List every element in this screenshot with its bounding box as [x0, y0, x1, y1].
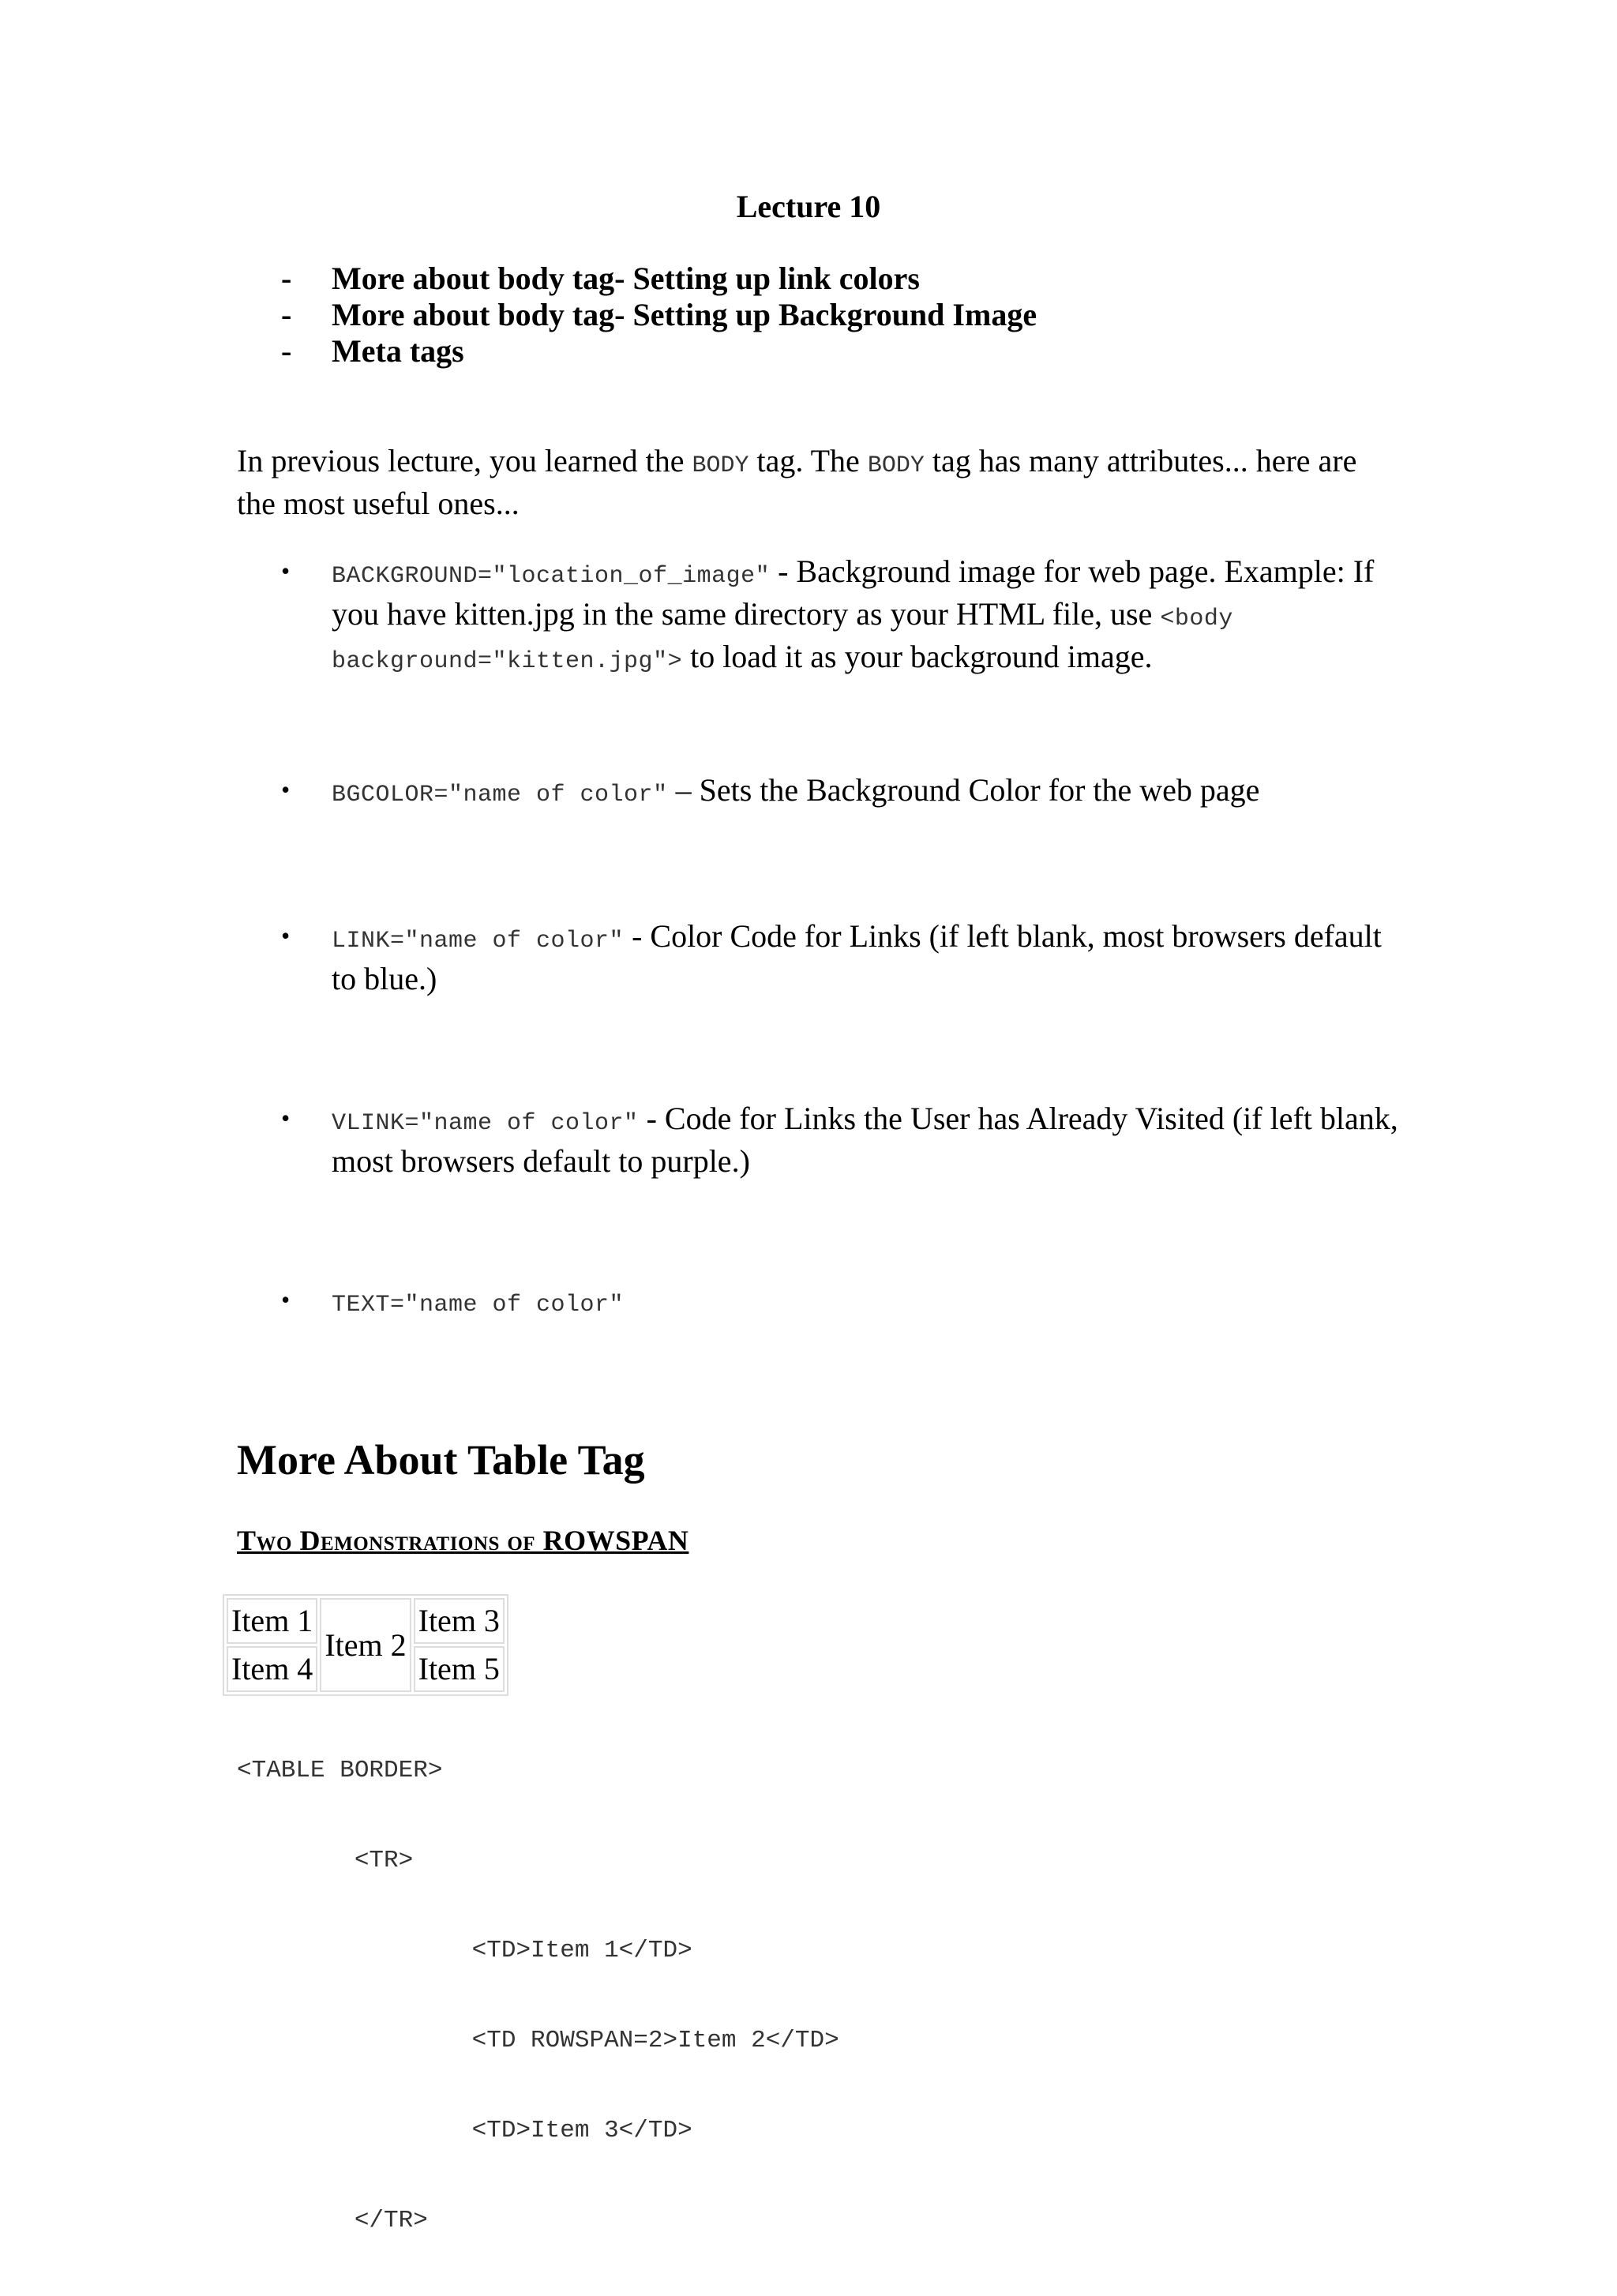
code-line: <TD>Item 3</TD> — [237, 2117, 692, 2144]
attribute-text: – Sets the Background Color for the web page — [667, 772, 1260, 808]
attribute-item-link — [281, 917, 1405, 997]
attribute-text: - Code for Links the User has Already Visited (if left blank, most browsers default to purple.) — [332, 1101, 1398, 1179]
topic-text: More about body tag- Setting up Background Image — [332, 297, 1037, 332]
attribute-item-background — [281, 553, 1405, 681]
bullet-icon: • — [281, 557, 291, 585]
topic-text: Meta tags — [332, 333, 464, 369]
section-heading: More About Table Tag — [237, 1436, 645, 1484]
topic-list — [281, 261, 1037, 370]
table-cell: Item 3 — [414, 1598, 505, 1644]
bullet-icon: • — [281, 1104, 291, 1132]
attribute-text: to load it as your background image. — [682, 639, 1153, 674]
topic-item — [281, 297, 1037, 333]
intro-text: tag. The — [748, 443, 868, 478]
rowspan-demo-table — [223, 1594, 508, 1696]
code-line: <TD>Item 1</TD> — [237, 1937, 692, 1964]
intro-paragraph — [237, 442, 1390, 523]
table-row — [227, 1598, 505, 1644]
attribute-item-bgcolor — [281, 771, 1405, 814]
attribute-description — [332, 553, 1405, 681]
topic-dash: - — [281, 297, 292, 332]
attribute-text: - Color Code for Links (if left blank, most browsers default to blue.) — [332, 918, 1382, 996]
topic-item — [281, 261, 1037, 297]
code-example — [237, 1696, 839, 2296]
attribute-code: VLINK="name of color" — [332, 1110, 639, 1137]
bullet-icon: • — [281, 775, 291, 804]
attribute-text: - Background image for web page. Example: If you have kitten.jpg in the same directory as your HTML file, use — [332, 553, 1375, 632]
code-line: <TR> — [237, 1847, 414, 1874]
table-cell: Item 1 — [227, 1598, 317, 1644]
code-line: </TR> — [237, 2207, 428, 2234]
attribute-item-vlink — [281, 1100, 1405, 1180]
bullet-icon: • — [281, 1285, 291, 1314]
bullet-icon: • — [281, 921, 291, 950]
topic-dash: - — [281, 261, 292, 296]
table-cell: Item 4 — [227, 1646, 317, 1692]
code-line: <TABLE BORDER> — [237, 1757, 443, 1784]
intro-text: tag has many attributes... here are the most useful ones... — [237, 443, 1357, 521]
topic-item — [281, 333, 1037, 370]
attribute-code: BACKGROUND="location_of_image" — [332, 563, 771, 590]
attribute-description — [332, 917, 1405, 997]
code-line: <TD ROWSPAN=2>Item 2</TD> — [237, 2027, 839, 2054]
attribute-code: TEXT="name of color" — [332, 1292, 625, 1319]
attribute-item-text — [281, 1281, 1405, 1324]
attribute-description — [332, 1100, 1405, 1180]
table-cell-rowspan: Item 2 — [320, 1598, 411, 1692]
table-cell: Item 5 — [414, 1646, 505, 1692]
attribute-description — [332, 771, 1405, 814]
lecture-title: Lecture 10 — [736, 189, 881, 224]
intro-code: BODY — [692, 452, 749, 479]
attribute-code: BGCOLOR="name of color" — [332, 782, 668, 808]
intro-text: In previous lecture, you learned the — [237, 443, 692, 478]
topic-dash: - — [281, 333, 292, 369]
subsection-heading: Two Demonstrations of ROWSPAN — [237, 1525, 689, 1556]
attribute-code: LINK="name of color" — [332, 928, 625, 955]
intro-code: BODY — [867, 452, 925, 479]
attribute-example-code: <body background="kitten.jpg"> — [332, 606, 1233, 675]
topic-text: More about body tag- Setting up link colors — [332, 261, 920, 296]
attribute-description — [332, 1281, 1405, 1324]
